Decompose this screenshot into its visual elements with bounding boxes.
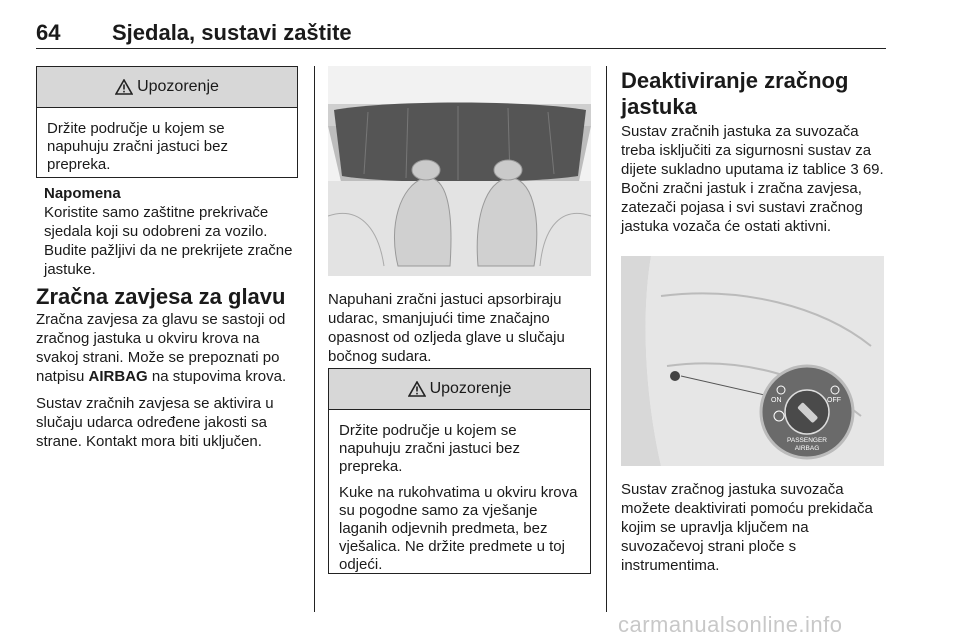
warning-text: Kuke na rukohvatima u okviru krova su pogodne samo za vješanje laganih odjevnih predmeta, bez vješalica. Ne držite predmete u toj odjeći. — [339, 484, 578, 573]
paragraph-text: na stupovima krova. — [147, 368, 287, 385]
note-label: Napomena — [44, 185, 121, 202]
column-divider-1 — [314, 66, 315, 612]
warning-body — [37, 108, 297, 184]
warning-title: Upozorenje — [429, 380, 512, 397]
paragraph-text: Zračna zavjesa za glavu se sastoji od zračnog jastuka u okviru krova na svakoj strani. Može se prepoznati po natpisu — [36, 311, 286, 385]
col1-body — [36, 310, 302, 459]
curtain-airbag-illustration — [328, 66, 591, 276]
airbag-switch-illustration — [621, 256, 884, 466]
switch-airbag-label: AIRBAG — [794, 445, 820, 452]
page-number: 64 — [36, 20, 61, 45]
warning-header — [329, 369, 590, 410]
paragraph-deactivation — [621, 122, 891, 236]
column-divider-2 — [606, 66, 607, 612]
heading-deactivation: Deaktiviranje zračnog jastuka — [621, 68, 849, 119]
warning-title: Upozorenje — [137, 78, 219, 95]
warning-box-2 — [328, 368, 591, 574]
heading-head-curtain: Zračna zavjesa za glavu — [36, 284, 286, 309]
airbag-label: AIRBAG — [88, 368, 148, 385]
paragraph-head-curtain — [36, 310, 302, 386]
switch-on-label: ON — [771, 397, 782, 404]
warning-triangle-icon — [408, 381, 426, 397]
paragraph-text: Sustav zračnih jastuka za suvozača treba isključiti za sigurnosni sustav za dijete sukladno uputama iz tablice — [621, 123, 872, 178]
switch-off-label: OFF — [827, 397, 841, 404]
caption-switch: Sustav zračnog jastuka suvozača možete deaktivirati pomoću prekidača kojim se upravlja ključem na suvozačevoj strani ploče s instrumentima. — [621, 481, 873, 574]
paragraph-text: . Bočni zračni jastuk i zračna zavjesa, zatezači pojasa i svi sustavi zračnog jastuka vozača će ostati aktivni. — [621, 161, 884, 235]
warning-text: Držite područje u kojem se napuhuju zračni jastuci bez prepreka. — [339, 422, 520, 475]
caption-curtain: Napuhani zračni jastuci apsorbiraju udarac, smanjujući time značajno opasnost od ozljeda glave u slučaju bočnog sudara. — [328, 291, 565, 365]
warning-header — [37, 67, 297, 108]
paragraph-activation: Sustav zračnih zavjesa se aktivira u slučaju udarca određene jakosti sa strane. Kontakt mora biti uključen. — [36, 395, 274, 450]
warning-triangle-icon — [115, 79, 133, 95]
section-title: Sjedala, sustavi zaštite — [112, 20, 352, 45]
warning-text: Držite područje u kojem se napuhuju zračni jastuci bez prepreka. — [47, 120, 228, 173]
note-block — [44, 184, 300, 279]
page-reference: 3 69 — [850, 161, 880, 178]
warning-box-1 — [36, 66, 298, 178]
switch-passenger-label: PASSENGER — [787, 437, 827, 444]
watermark: carmanualsonline.info — [618, 612, 843, 637]
header-divider — [36, 48, 886, 49]
warning-body — [329, 410, 590, 584]
note-text: Koristite samo zaštitne prekrivače sjedala koji su odobreni za vozilo. Budite pažljivi da ne prekrijete zračne jastuke. — [44, 204, 293, 278]
